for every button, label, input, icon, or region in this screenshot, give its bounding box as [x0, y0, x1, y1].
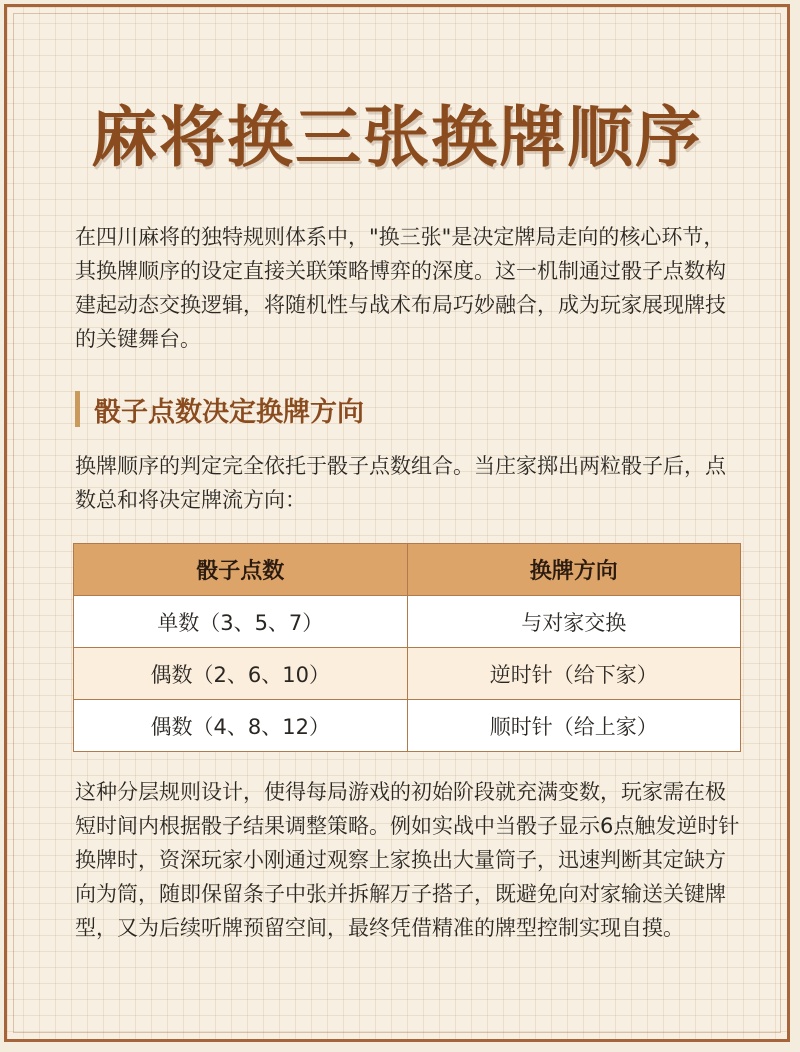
dice-direction-table — [73, 543, 741, 752]
section-heading-text: 骰子点数决定换牌方向 — [94, 396, 364, 428]
table-cell: 单数（3、5、7） — [74, 596, 408, 648]
table-row — [74, 596, 741, 648]
section-lead-paragraph: 换牌顺序的判定完全依托于骰子点数组合。当庄家掷出两粒骰子后，点数总和将决定牌流方向： — [75, 454, 726, 512]
table-cell: 逆时针（给下家） — [407, 648, 741, 700]
table-row — [74, 700, 741, 752]
table-header-row — [74, 544, 741, 596]
table-cell: 偶数（2、6、10） — [74, 648, 408, 700]
intro-paragraph: 在四川麻将的独特规则体系中，"换三张"是决定牌局走向的核心环节，其换牌顺序的设定直接关联策略博弈的深度。这一机制通过骰子点数构建起动态交换逻辑，将随机性与战术布局巧妙融合，成为玩家展现牌技的关键舞台。 — [75, 225, 726, 351]
section-heading — [75, 390, 364, 428]
closing-paragraph: 这种分层规则设计，使得每局游戏的初始阶段就充满变数，玩家需在极短时间内根据骰子结果调整策略。例如实战中当骰子显示6点触发逆时针换牌时，资深玩家小刚通过观察上家换出大量筒子，迅速判断其定缺方向为筒，随即保留条子中张并拆解万子搭子，既避免向对家输送关键牌型，又为后续听牌预留空间，最终凭借精准的牌型控制实现自摸。 — [75, 780, 740, 940]
table-cell: 顺时针（给上家） — [407, 700, 741, 752]
section-accent-bar — [75, 391, 80, 427]
header-swap-direction: 换牌方向 — [407, 544, 741, 596]
table-row — [74, 648, 741, 700]
table-cell: 与对家交换 — [407, 596, 741, 648]
page-frame — [4, 4, 790, 1042]
page-title: 麻将换三张换牌顺序 — [91, 99, 703, 176]
table-cell: 偶数（4、8、12） — [74, 700, 408, 752]
header-dice-points: 骰子点数 — [74, 544, 408, 596]
